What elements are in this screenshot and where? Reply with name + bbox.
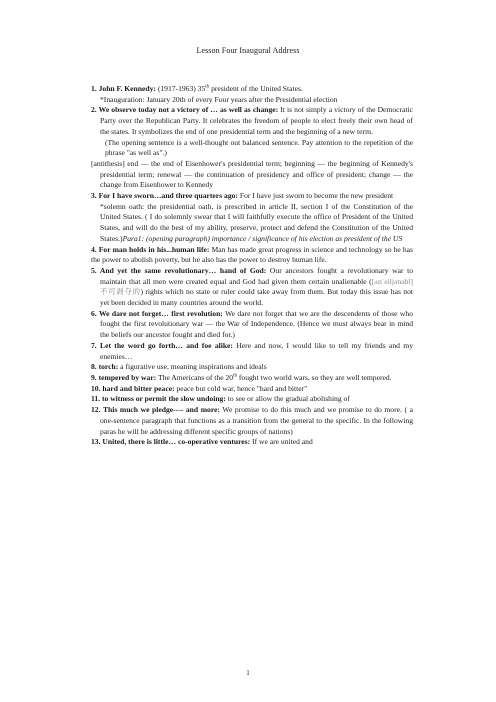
notes-body bbox=[91, 84, 413, 448]
note-heading: 2. We observe today not a victory of … as well as change: bbox=[91, 105, 279, 115]
note-heading: 1. John F. Kennedy: bbox=[91, 84, 156, 93]
note-11: 11. to witness or permit the slow undoing: to see or allow the gradual abolishing of bbox=[91, 394, 350, 404]
chinese-gloss: 不可剥夺的 bbox=[100, 287, 141, 297]
note-5: 5. And yet the same revolutionary… hand of God: Our ancestors fought a revolutionary war to maintain that all men were created equal and God had given them certain unalienable ([ʌnˈeiljənəbl] 不可剥夺的) rights which no state or ruler could take away from them. But today this issue has not yet been decided in many countries around the world. bbox=[91, 265, 414, 308]
note-heading: 8. torch: bbox=[91, 362, 119, 372]
note-heading: 3. For I have sworn…and three quarters ago: bbox=[91, 191, 238, 201]
phonetic-transcription: [ʌnˈeiljənəbl] bbox=[371, 276, 413, 286]
note-heading: 10. hard and bitter peace: bbox=[91, 383, 175, 393]
note-12: 12. This much we pledge---- and more: We promise to do this much and we promise to do more. ( a one-sentence paragraph that functions as a transition from the general to the specific. In the following paras he will be addressing different specific groups of nations) bbox=[91, 405, 413, 436]
note-10: 10. hard and bitter peace: peace but cold war, hence "hard and bitter" bbox=[91, 383, 308, 393]
note-1: 1. John F. Kennedy: (1917-1963) 35th president of the United States. bbox=[91, 84, 303, 93]
note-heading: 12. This much we pledge---- and more: bbox=[91, 405, 220, 415]
lesson-title: Lesson Four Inaugural Address bbox=[196, 46, 300, 55]
note-2: 2. We observe today not a victory of … as well as change: It is not simply a victory of the Democratic Party over the Republican Party. It celebrates the freedom of people to elect freely their own head of the states. It symbolizes the end of one presidential term and the beginning of a new term. bbox=[91, 105, 413, 136]
page-number: 1 bbox=[246, 669, 250, 677]
note-13: 13. United, there is little… co-operative ventures: If we are united and bbox=[91, 437, 313, 447]
note-3: 3. For I have sworn…and three quarters ago: For I have just sworn to become the new president bbox=[91, 191, 394, 201]
opening-sentence-note: (The opening sentence is a well-thought out balanced sentence. Pay attention to the repetition of the phrase "as well as".) bbox=[105, 137, 413, 158]
note-heading: 6. We dare not forget… first revolution: bbox=[91, 308, 223, 318]
oath-note: *solemn oath: the presidential oath, is prescribed in article II, section I of the Constitution of the United States. ( I do solemnly swear that I will faithfully execute the office of President of the United States, and will do the best of my ability, preserve, protect and defend the Constitution of the United States.)Para1: (opening paragraph) importance / significance of his election as president of the US bbox=[100, 201, 413, 243]
note-9: 9. tempered by war: The Americans of the 20th fought two world wars, so they are well tempered. bbox=[91, 372, 392, 382]
para1-summary: Para1: (opening paragraph) importance / significance of his election as president of the US bbox=[122, 233, 403, 243]
note-heading: 7. Let the word go forth… and foe alike: bbox=[91, 340, 233, 350]
inauguration-note: *Inauguration: January 20th of every Four years after the Presidential election bbox=[100, 94, 338, 104]
note-heading: 9. tempered by war: bbox=[91, 372, 157, 382]
note-4: 4. For man holds in his...human life: Man has made great progress in science and technology so he has the power to abolish poverty, but he also has the power to destroy human life. bbox=[91, 244, 413, 265]
note-6: 6. We dare not forget… first revolution: We dare not forget that we are the descendents of those who fought the first revolutionary war — the War of Independence. (Hence we must always bear in mind the beliefs our ancestor fought and died for.) bbox=[91, 308, 413, 340]
note-8: 8. torch: a figurative use, meaning inspirations and ideals bbox=[91, 362, 267, 372]
note-7: 7. Let the word go forth… and foe alike: Here and now, I would like to tell my friends and my enemies… bbox=[91, 340, 413, 361]
note-heading: 5. And yet the same revolutionary… hand of God: bbox=[91, 265, 267, 275]
note-heading: 13. United, there is little… co-operative ventures: bbox=[91, 437, 251, 447]
note-heading: 4. For man holds in his...human life: bbox=[91, 244, 210, 254]
note-heading: 11. to witness or permit the slow undoing: bbox=[91, 394, 226, 404]
antithesis-note: [antithesis] end — the end of Eisenhower's presidential term; beginning — the beginning of Kennedy's presidential term; renewal — the continuation of presidency and office of president; change — the change from Eisenhower to Kennedy bbox=[91, 158, 413, 190]
